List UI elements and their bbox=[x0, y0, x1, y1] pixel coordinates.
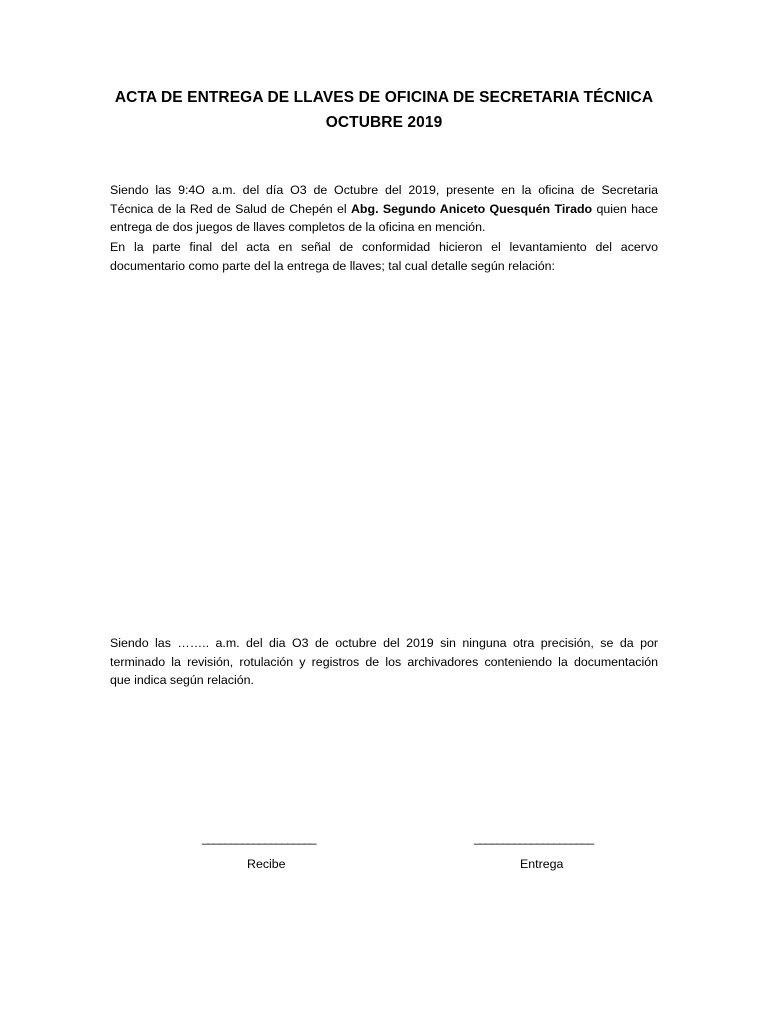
document-subtitle-date: OCTUBRE 2019 bbox=[325, 114, 443, 131]
paragraph-closing bbox=[110, 634, 658, 690]
paragraph-text: Técnica de la Red de Salud de Chepén el bbox=[110, 201, 351, 216]
signature-label-receiver: Recibe bbox=[247, 857, 286, 871]
paragraph-line: terminado la revisión, rotulación y registros de los archivadores conteniendo la documentación bbox=[110, 654, 658, 669]
signature-label-deliverer: Entrega bbox=[520, 857, 564, 871]
paragraph-line: que indica según relación. bbox=[110, 673, 254, 688]
paragraph-line: entrega de dos juegos de llaves completos de la oficina en mención. bbox=[110, 220, 486, 235]
paragraph-conformity bbox=[110, 238, 658, 275]
paragraph-line: documentario como parte del la entrega de llaves; tal cual detalle según relación: bbox=[110, 258, 555, 273]
paragraph-line: Siendo las …….. a.m. del dia O3 de octubre del 2019 sin ninguna otra precisión, se da por bbox=[110, 636, 658, 650]
paragraph-line bbox=[110, 200, 658, 219]
person-name: Abg. Segundo Aniceto Quesquén Tirado bbox=[350, 201, 593, 216]
paragraph-line: En la parte final del acta en señal de conformidad hicieron el levantamiento del acervo bbox=[110, 240, 658, 254]
signature-line-receiver: ____________________ bbox=[202, 831, 316, 845]
paragraph-text: quien hace bbox=[592, 201, 658, 216]
signature-line-deliverer: _____________________ bbox=[474, 831, 594, 845]
paragraph-line: Siendo las 9:4O a.m. del día O3 de Octubre del 2019, presente en la oficina de Secretaria bbox=[110, 183, 658, 197]
document-title: ACTA DE ENTREGA DE LLAVES DE OFICINA DE SECRETARIA TÉCNICA bbox=[114, 89, 654, 106]
paragraph-delivery-statement bbox=[110, 181, 658, 237]
